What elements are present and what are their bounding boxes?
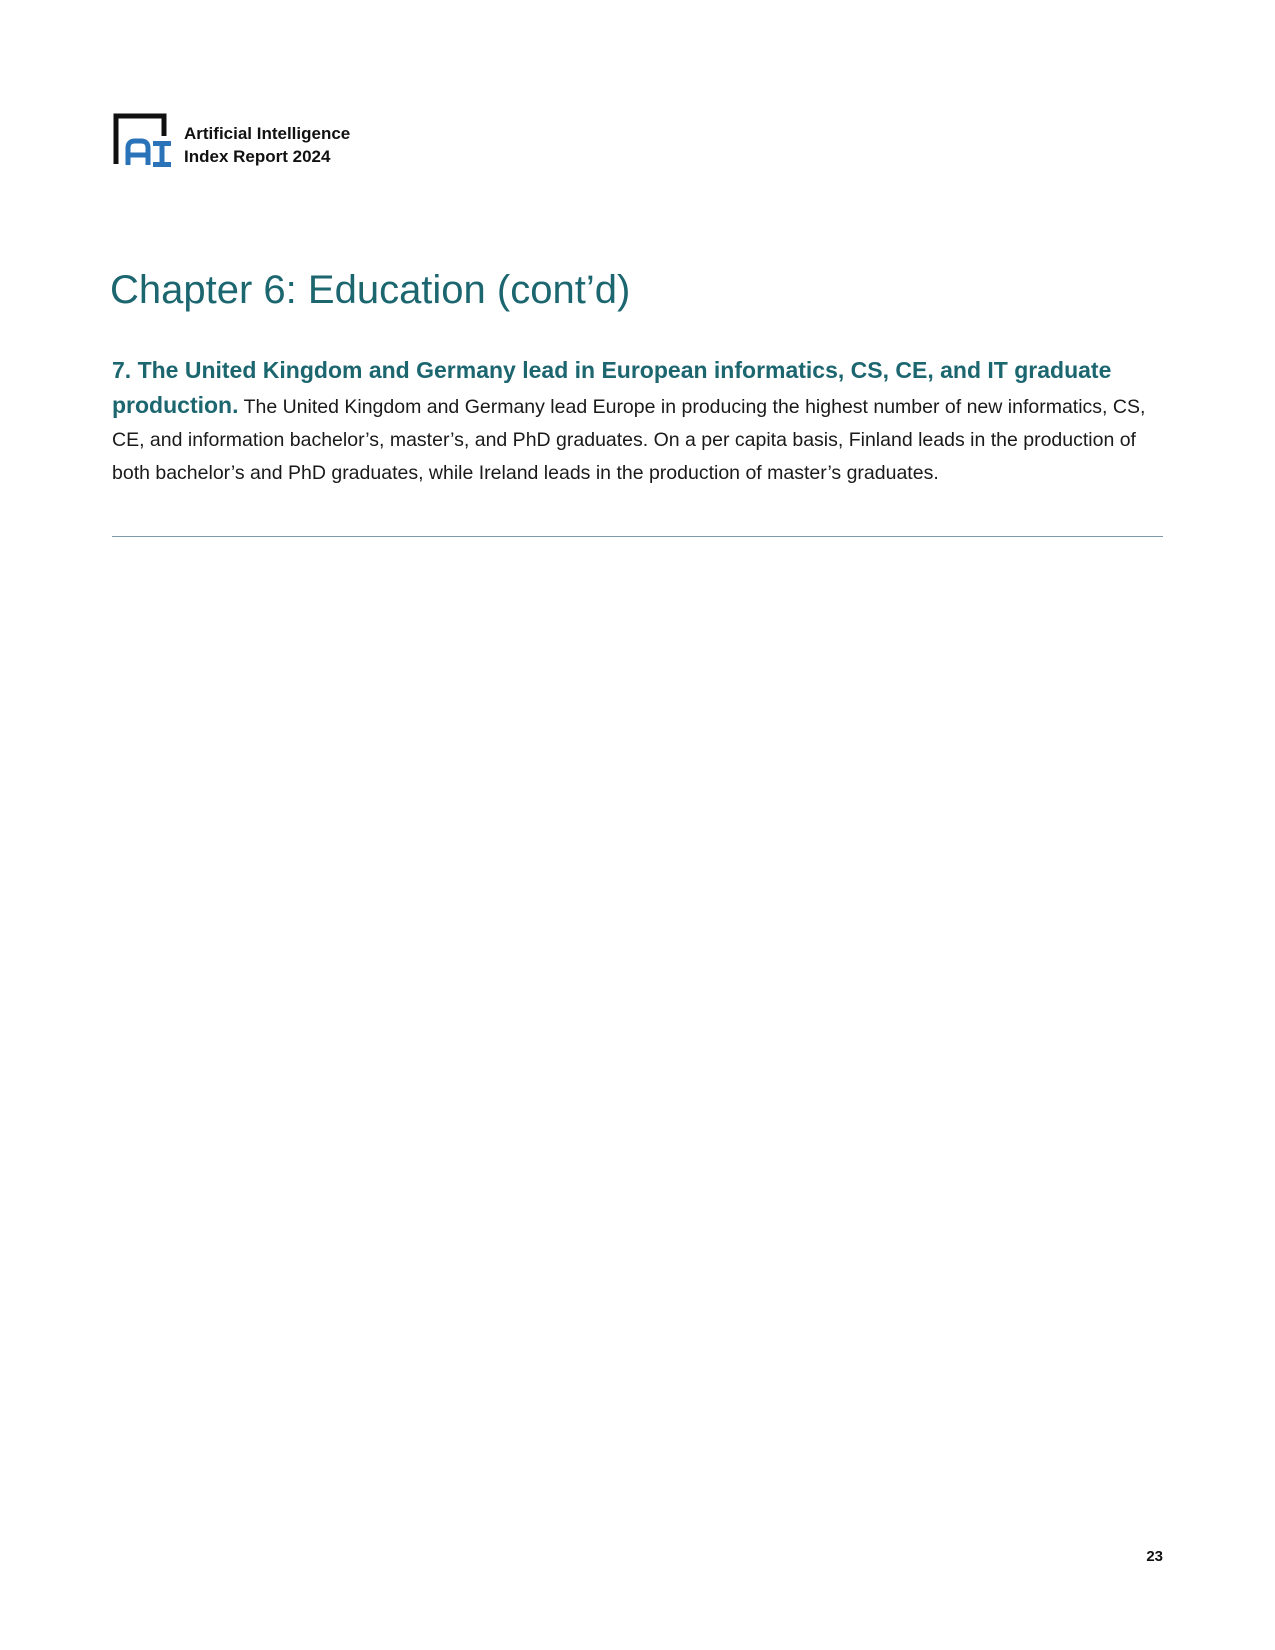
ai-index-logo-icon xyxy=(112,112,172,168)
chapter-title: Chapter 6: Education (cont’d) xyxy=(110,268,631,312)
page-number: 23 xyxy=(1146,1548,1163,1565)
section-divider xyxy=(112,536,1163,537)
report-header xyxy=(112,112,350,168)
report-name-line1: Artificial Intelligence xyxy=(184,124,351,143)
report-name-line2: Index Report 2024 xyxy=(184,147,331,166)
report-name xyxy=(184,122,350,168)
highlight-paragraph xyxy=(112,354,1172,490)
highlight-lead: 7. The United Kingdom and Germany lead in European informatics, CS, CE, and IT graduate production. xyxy=(112,357,1112,418)
highlight-body: The United Kingdom and Germany lead Europe in producing the highest number of new informatics, CS, CE, and information bachelor’s, master’s, and PhD graduates. On a per capita basis, Finland leads in the production of both bachelor’s and PhD graduates, while Ireland leads in the production of master’s graduates. xyxy=(112,396,1146,484)
